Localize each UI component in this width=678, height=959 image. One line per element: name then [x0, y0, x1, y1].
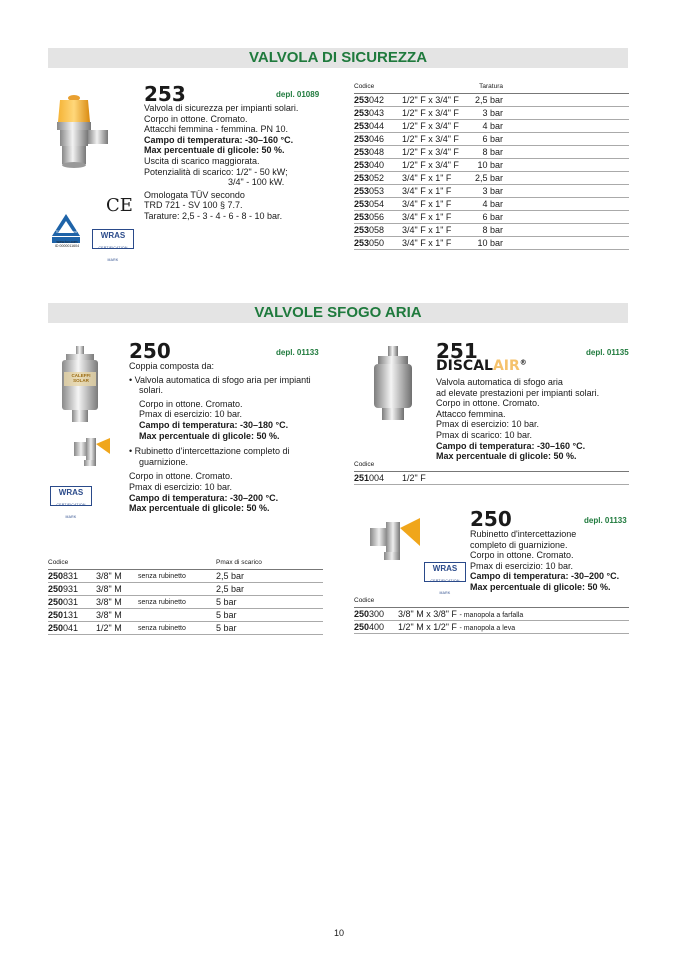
- table-row: [354, 621, 629, 634]
- desc-line: ad elevate prestazioni per impianti solari.: [436, 387, 600, 398]
- taratura-cell: 2,5 bar: [474, 94, 629, 107]
- desc-line: Coppia composta da:: [129, 361, 215, 371]
- table-250: [48, 556, 323, 635]
- table-row: [354, 133, 629, 146]
- desc-line: Uscita di scarico maggiorata.: [144, 155, 260, 166]
- ce-mark: CE: [106, 195, 133, 216]
- taratura-cell: 3 bar: [474, 107, 629, 120]
- code-prefix: 250: [48, 571, 64, 581]
- temperature-range: Campo di temperatura: -30–200 °C.: [470, 571, 620, 582]
- table-row: [354, 211, 629, 224]
- desc-line: Potenzialità di scarico: 1/2" - 50 kW;: [144, 166, 288, 177]
- brand-discal-air: [436, 358, 527, 374]
- col-header-note: [138, 556, 216, 570]
- size-cell: 3/8" M: [96, 609, 138, 622]
- code-prefix: 253: [354, 108, 370, 118]
- table-row: [354, 94, 629, 107]
- code-cell: [354, 621, 398, 634]
- size-cell: 1/2" F x 3/4" F: [402, 133, 474, 146]
- code-suffix: 054: [369, 199, 385, 209]
- size-text: 1/2" M x 1/2" F: [398, 622, 457, 632]
- col-header-size: [402, 80, 474, 94]
- temperature-range: Campo di temperatura: -30–160 °C.: [144, 134, 294, 145]
- product-code-250: 250: [129, 339, 171, 363]
- size-cell: 1/2" F x 3/4" F: [402, 107, 474, 120]
- discal-air-251-image: [368, 342, 418, 424]
- size-cell: 1/2" M: [96, 622, 138, 635]
- desc-line: Corpo in ottone. Cromato.: [139, 398, 243, 409]
- code-suffix: 131: [63, 610, 79, 620]
- glycol-max: Max percentuale di glicole: 50 %.: [470, 581, 611, 592]
- code-suffix: 040: [369, 160, 385, 170]
- wras-label: WRAS: [100, 231, 126, 240]
- description-250b: [470, 529, 630, 593]
- bullet-shutoff: • Rubinetto d'intercettazione completo di guarnizione.: [129, 446, 290, 467]
- code-suffix: 053: [369, 186, 385, 196]
- code-cell: [48, 609, 96, 622]
- section-title-sfogo-aria: VALVOLE SFOGO ARIA: [48, 303, 628, 323]
- code-suffix: 400: [369, 622, 385, 632]
- col-header-size: [96, 556, 138, 570]
- desc-line: Corpo in ottone. Cromato.: [144, 113, 248, 124]
- pmax-cell: 5 bar: [216, 609, 323, 622]
- taratura-cell: 3 bar: [474, 185, 629, 198]
- table-row: [48, 583, 323, 596]
- code-suffix: 052: [369, 173, 385, 183]
- size-note-cell: [398, 621, 629, 634]
- description-251: [436, 377, 631, 462]
- code-prefix: 250: [48, 623, 64, 633]
- size-cell: 3/4" F x 1" F: [402, 224, 474, 237]
- code-suffix: 042: [369, 95, 385, 105]
- size-cell: 3/4" F x 1" F: [402, 211, 474, 224]
- taratura-cell: 2,5 bar: [474, 172, 629, 185]
- code-suffix: 048: [369, 147, 385, 157]
- desc-line: Tarature: 2,5 - 3 - 4 - 6 - 8 - 10 bar.: [144, 210, 283, 221]
- size-note-cell: [398, 608, 629, 621]
- page-number: 10: [333, 928, 344, 938]
- size-cell: 3/8" M: [96, 596, 138, 609]
- code-cell: [48, 583, 96, 596]
- size-cell: 3/4" F x 1" F: [402, 237, 474, 250]
- desc-line: 3/4" - 100 kW.: [228, 177, 285, 188]
- pmax-cell: 5 bar: [216, 622, 323, 635]
- code-prefix: 253: [354, 212, 370, 222]
- table-row: [354, 185, 629, 198]
- table-250b: [354, 594, 629, 634]
- note-cell: [138, 583, 216, 596]
- code-suffix: 058: [369, 225, 385, 235]
- note-cell: [138, 609, 216, 622]
- code-prefix: 253: [354, 199, 370, 209]
- size-cell: 1/2" F x 3/4" F: [402, 146, 474, 159]
- code-suffix: 004: [369, 473, 385, 483]
- code-cell: [354, 472, 402, 485]
- desc-line: Pmax di scarico: 10 bar.: [436, 429, 533, 440]
- code-suffix: 931: [63, 584, 79, 594]
- taratura-cell: 4 bar: [474, 120, 629, 133]
- note-cell: senza rubinetto: [138, 570, 216, 583]
- desc-line: completo di guarnizione.: [470, 539, 568, 550]
- shutoff-valve-250-image: [72, 432, 112, 468]
- code-cell: [354, 211, 402, 224]
- code-suffix: 046: [369, 134, 385, 144]
- table-row: [354, 224, 629, 237]
- code-suffix: 043: [369, 108, 385, 118]
- code-cell: [354, 159, 402, 172]
- table-row: [354, 107, 629, 120]
- code-cell: [354, 172, 402, 185]
- code-suffix: 050: [369, 238, 385, 248]
- taratura-cell: 8 bar: [474, 224, 629, 237]
- bullet-air-vent-specs: [129, 399, 324, 441]
- product-code-250b: 250: [470, 507, 512, 531]
- col-header-codice: Codice: [354, 458, 629, 472]
- code-prefix: 253: [354, 147, 370, 157]
- table-row: [354, 146, 629, 159]
- product-code-253: 253: [144, 82, 186, 106]
- tuv-sub-text: [50, 240, 84, 248]
- table-row: [354, 159, 629, 172]
- code-prefix: 250: [48, 610, 64, 620]
- note-cell: senza rubinetto: [138, 596, 216, 609]
- code-prefix: 250: [354, 622, 370, 632]
- glycol-max: Max percentuale di glicole: 50 %.: [436, 451, 577, 462]
- size-cell: 1/2" F x 3/4" F: [402, 120, 474, 133]
- code-cell: [354, 146, 402, 159]
- taratura-cell: 6 bar: [474, 211, 629, 224]
- code-cell: [48, 596, 96, 609]
- size-cell: 1/2" F x 3/4" F: [402, 94, 474, 107]
- depl-251: depl. 01135: [586, 348, 629, 357]
- bullet-air-vent: • Valvola automatica di sfogo aria per impianti solari.: [129, 374, 311, 396]
- col-header-codice: Codice: [48, 556, 96, 570]
- size-cell: 3/8" M: [96, 583, 138, 596]
- code-cell: [354, 94, 402, 107]
- table-row: [354, 608, 629, 621]
- wras-logo-253: [92, 229, 134, 262]
- code-cell: [48, 622, 96, 635]
- taratura-cell: 10 bar: [474, 159, 629, 172]
- table-row: [48, 609, 323, 622]
- code-prefix: 253: [354, 225, 370, 235]
- pmax-cell: 5 bar: [216, 596, 323, 609]
- desc-line: Corpo in ottone. Cromato.: [436, 398, 540, 409]
- temperature-range: Campo di temperatura: -30–160 °C.: [436, 440, 586, 451]
- code-prefix: 250: [48, 597, 64, 607]
- code-cell: [48, 570, 96, 583]
- desc-line: Attacchi femmina - femmina. PN 10.: [144, 124, 289, 135]
- pmax-cell: 2,5 bar: [216, 583, 323, 596]
- table-row: [48, 570, 323, 583]
- table-251: [354, 458, 629, 485]
- code-prefix: 253: [354, 134, 370, 144]
- desc-line: Pmax di esercizio: 10 bar.: [129, 481, 233, 492]
- depl-253: depl. 01089: [276, 90, 320, 99]
- size-cell: 3/4" F x 1" F: [402, 198, 474, 211]
- wras-sub: CERTIFICATION MARK: [430, 579, 460, 595]
- pmax-cell: 2,5 bar: [216, 570, 323, 583]
- table-row: [354, 120, 629, 133]
- bullet-text: Rubinetto d'intercettazione completo di guarnizione.: [134, 446, 290, 467]
- size-cell: 3/8" M: [96, 570, 138, 583]
- taratura-cell: 10 bar: [474, 237, 629, 250]
- desc-line: TRD 721 - SV 100 § 7.7.: [144, 200, 243, 211]
- desc-line: Omologata TÜV secondo: [144, 189, 245, 200]
- product-code-251: 251: [436, 339, 478, 363]
- tuv-label: TÜV Rheinland: [55, 230, 77, 234]
- table-row: [48, 596, 323, 609]
- code-cell: [354, 198, 402, 211]
- code-suffix: 031: [63, 597, 79, 607]
- glycol-max: Max percentuale di glicole: 50 %.: [139, 430, 280, 441]
- table-row: [354, 472, 629, 485]
- brand-registered: ®: [519, 358, 527, 367]
- temperature-range: Campo di temperatura: -30–180 °C.: [139, 419, 289, 430]
- code-cell: [354, 185, 402, 198]
- note-cell: senza rubinetto: [138, 622, 216, 635]
- table-row: [354, 198, 629, 211]
- code-cell: [354, 237, 402, 250]
- table-row: [48, 622, 323, 635]
- code-suffix: 044: [369, 121, 385, 131]
- depl-250b: depl. 01133: [584, 516, 627, 525]
- size-text: 3/8" M x 3/8" F: [398, 609, 457, 619]
- code-suffix: 831: [63, 571, 79, 581]
- code-prefix: 253: [354, 160, 370, 170]
- description-253: [144, 103, 334, 222]
- code-cell: [354, 608, 398, 621]
- size-cell: 1/2" F: [402, 472, 629, 485]
- col-header-pmax: Pmax di scarico: [216, 556, 323, 570]
- col-header-codice: Codice: [354, 594, 629, 608]
- size-cell: 3/4" F x 1" F: [402, 172, 474, 185]
- wras-label: WRAS: [58, 488, 84, 497]
- desc-line: Valvola automatica di sfogo aria: [436, 377, 563, 387]
- description-250: [129, 361, 324, 514]
- taratura-cell: 4 bar: [474, 198, 629, 211]
- table-row: [354, 172, 629, 185]
- code-prefix: 253: [354, 238, 370, 248]
- code-cell: [354, 120, 402, 133]
- taratura-cell: 8 bar: [474, 146, 629, 159]
- code-suffix: 300: [369, 609, 385, 619]
- table-row: [354, 237, 629, 250]
- code-cell: [354, 107, 402, 120]
- section-title-sicurezza: VALVOLA DI SICUREZZA: [48, 48, 628, 68]
- code-prefix: 250: [48, 584, 64, 594]
- wras-sub: CERTIFICATION MARK: [98, 246, 128, 262]
- desc-line: Attacco femmina.: [436, 408, 506, 419]
- note-text: - manopola a leva: [459, 625, 516, 632]
- brand-suffix: AIR: [492, 358, 520, 374]
- taratura-cell: 6 bar: [474, 133, 629, 146]
- code-prefix: 253: [354, 173, 370, 183]
- code-suffix: 041: [63, 623, 79, 633]
- glycol-max: Max percentuale di glicole: 50 %.: [129, 503, 270, 514]
- air-vent-250-image: [54, 342, 106, 426]
- temperature-range: Campo di temperatura: -30–200 °C.: [129, 492, 279, 503]
- code-prefix: 253: [354, 95, 370, 105]
- shutoff-valve-250b-image: [368, 514, 424, 562]
- valve-253-image: [52, 88, 114, 170]
- tuv-url: www.tuv.com: [56, 240, 78, 244]
- desc-line: Corpo in ottone. Cromato.: [470, 550, 574, 561]
- desc-line: Pmax di esercizio: 10 bar.: [436, 419, 540, 430]
- code-suffix: 056: [369, 212, 385, 222]
- desc-line: Rubinetto d'intercettazione: [470, 529, 577, 539]
- size-cell: 1/2" F x 3/4" F: [402, 159, 474, 172]
- code-cell: [354, 224, 402, 237]
- desc-line: Pmax di esercizio: 10 bar.: [139, 409, 243, 420]
- code-cell: [354, 133, 402, 146]
- depl-250: depl. 01133: [276, 348, 319, 357]
- code-prefix: 253: [354, 121, 370, 131]
- note-text: - manopola a farfalla: [459, 612, 524, 619]
- code-prefix: 250: [354, 609, 370, 619]
- desc-line: Corpo in ottone. Cromato.: [129, 471, 233, 482]
- wras-logo-250b: [424, 562, 466, 595]
- glycol-max: Max percentuale di glicole: 50 %.: [144, 145, 285, 156]
- size-cell: 3/4" F x 1" F: [402, 185, 474, 198]
- valve-label-caleffi: CALEFFI SOLAR: [71, 373, 91, 383]
- brand-name: DISCAL: [436, 358, 493, 374]
- code-prefix: 253: [354, 186, 370, 196]
- desc-line: Valvola di sicurezza per impianti solari.: [144, 103, 299, 113]
- col-header-codice: Codice: [354, 80, 402, 94]
- col-header-taratura: Taratura: [474, 80, 629, 94]
- table-253: [354, 80, 629, 250]
- wras-label: WRAS: [432, 564, 458, 573]
- code-prefix: 251: [354, 473, 370, 483]
- tuv-id: ID 0000011604: [54, 244, 80, 248]
- desc-line: Pmax di esercizio: 10 bar.: [470, 560, 574, 571]
- bullet-text: Valvola automatica di sfogo aria per impianti solari.: [134, 374, 311, 396]
- wras-sub: CERTIFICATION MARK: [56, 503, 86, 519]
- wras-logo-250: [50, 486, 92, 519]
